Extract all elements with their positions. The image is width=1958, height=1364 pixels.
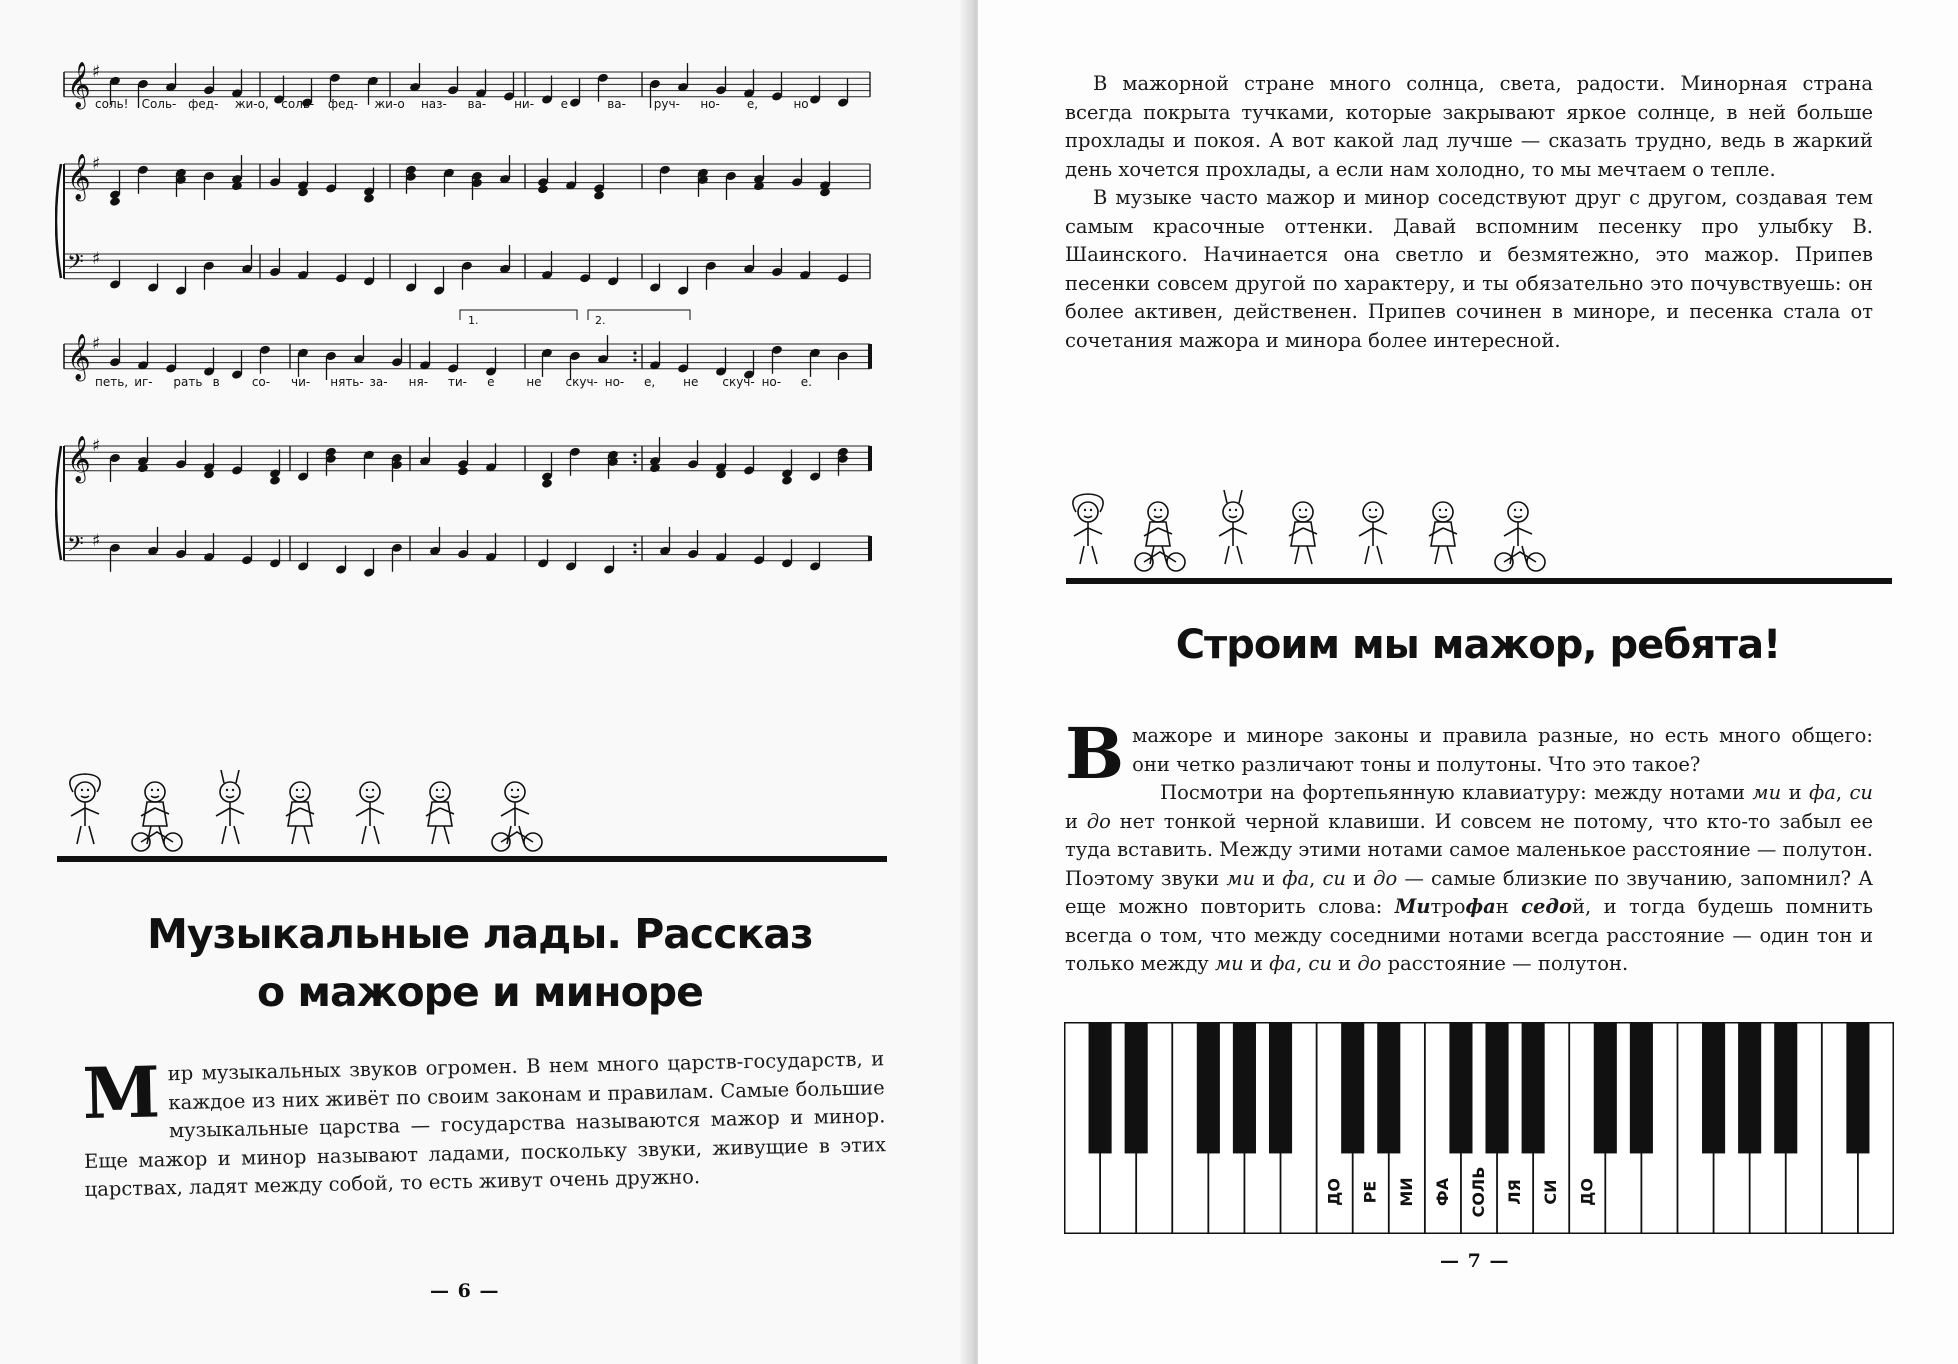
sharp-icon: ♯: [92, 249, 101, 269]
lyric-syllable: е: [487, 375, 495, 389]
lyric-syllable: ня-: [408, 375, 429, 389]
volta-label: 2.: [595, 314, 606, 327]
paragraph-major-country: В мажорной стране много солнца, света, радости. Минорная страна всегда покрыта тучками, которые закрывают яркое солнце, в ней больше прохлады и покоя. А вот какой лад лучше — сказать трудно, ведь в жаркий день хочется прохлады, а если нам холодно, то мы мечтаем о тепле.: [1065, 72, 1873, 181]
title-line-2: о мажоре и миноре: [257, 968, 703, 1016]
lyric-syllable: за-: [369, 375, 388, 389]
page-number-right: — 7 —: [1440, 1250, 1510, 1272]
key-label: СИ: [1541, 1179, 1561, 1205]
title-line-1: Музыкальные лады. Рассказ: [147, 910, 813, 958]
kid-figure-icon: [1135, 502, 1185, 571]
repeat-dot: [633, 550, 636, 553]
lyric-syllable: е: [560, 97, 569, 111]
lyric-syllable: но-: [761, 375, 782, 389]
lyric-syllable: ни-: [514, 97, 535, 111]
page-number-left: — 6 —: [430, 1280, 500, 1302]
lyric-syllable: но-: [700, 97, 720, 111]
volta-label: 1.: [468, 314, 479, 327]
repeat-dot: [633, 358, 636, 361]
section-divider: [57, 856, 887, 862]
kid-figure-icon: [1429, 502, 1457, 564]
note: [537, 184, 549, 195]
sharp-icon: ♯: [92, 531, 101, 551]
black-key: [1630, 1022, 1653, 1153]
lyric-syllable: не: [526, 375, 542, 389]
kid-figure-icon: [1289, 502, 1317, 564]
kid-figure-icon: [426, 782, 454, 844]
repeat-dot: [633, 543, 636, 546]
black-key: [1125, 1022, 1148, 1153]
kid-figure-icon: [492, 782, 542, 851]
brace: [56, 446, 61, 560]
dropcap-v: В: [1065, 712, 1125, 795]
treble-clef-icon: 𝄞: [67, 154, 91, 200]
note: [109, 196, 121, 207]
lyric-syllable: скуч-: [722, 375, 755, 389]
lyric-syllable: е,: [746, 97, 759, 111]
black-key: [1702, 1022, 1725, 1153]
section-divider: [1066, 578, 1892, 584]
kid-figure-icon: [132, 782, 182, 851]
lyric-syllable: соль-: [281, 97, 315, 111]
lyric-syllable: скуч-: [565, 375, 598, 389]
repeat-dot: [633, 460, 636, 463]
black-key: [1594, 1022, 1617, 1153]
key-label: ДО: [1324, 1178, 1344, 1206]
paragraph-keyboard: Посмотри на фортепьянную клавиатуру: между нотами ми и фа, си и до нет тонкой черной клавиши. И совсем не потому, что кто-то забыл ее туда вставить. Между этими нотами самое маленькое расстояние — полутон. Поэтому звуки ми и фа, си и до — самые близкие по звучанию, запомнил? А еще можно повторить слова: Митрофан седой, и тогда будешь помнить всегда о том, что между соседними нотами всегда расстояние — один тон и только между ми и фа, си и до расстояние — полутон.: [1065, 781, 1873, 975]
key-label: ДО: [1577, 1178, 1597, 1206]
black-key: [1774, 1022, 1797, 1153]
sharp-icon: ♯: [92, 154, 101, 174]
left-page: [0, 0, 968, 1364]
lyric-syllable: фед-: [327, 97, 359, 111]
repeat-dot: [633, 453, 636, 456]
black-key: [1269, 1022, 1292, 1153]
left-paragraph-text: ир музыкальных звуков огромен. В нем много царств-государств, и каждое из них живёт по своим законам и правилам. Самые большие музыкальные царства — государства называются мажор и минор. Еще мажор и минор называют ладами, поскольку звуки, живущие в этих царствах, ладят между собой, то есть живут очень дружно.: [83, 1047, 887, 1201]
lyric-syllable: но-: [604, 375, 625, 389]
paragraph-shainsky: В музыке часто мажор и минор соседствуют друг с другом, создавая тем самым красочные оттенки. Давай вспомним песенку про улыбку В. Шаинского. Начинается она светло и безмятежно, это мажор. Припев песенки совсем другой по характеру, и ты обязательно это почувствуешь: он более активен, действенен. Припев сочинен в миноре, и песенка стала от сочетания мажора и минора более интересной.: [1065, 186, 1873, 352]
section-title: Строим мы мажор, ребята!: [1175, 622, 1781, 668]
lyric-syllable: но: [793, 97, 809, 111]
lyric-syllable: ва-: [607, 97, 626, 111]
black-key: [1341, 1022, 1364, 1153]
bass-clef-icon: 𝄢: [67, 250, 84, 280]
kid-figure-icon: [1359, 502, 1387, 564]
kid-figure-icon: [356, 782, 384, 844]
key-label: ЛЯ: [1505, 1179, 1525, 1205]
lyric-syllable: е,: [643, 375, 656, 389]
sharp-icon: ♯: [92, 334, 101, 354]
lyric-syllable: руч-: [653, 97, 680, 111]
lyric-syllable: чи-: [291, 375, 311, 389]
piano-keyboard: [1064, 1022, 1894, 1234]
right-upper-text: [1065, 70, 1873, 355]
note: [593, 190, 605, 201]
note: [457, 466, 469, 477]
lyric-syllable: в: [212, 375, 220, 389]
black-key: [1846, 1022, 1869, 1153]
left-paragraph: [82, 1045, 887, 1204]
key-label: ФА: [1432, 1177, 1452, 1207]
black-key: [1738, 1022, 1761, 1153]
treble-clef-icon: 𝄞: [67, 334, 91, 380]
note: [363, 193, 375, 204]
kid-figure-icon: [70, 774, 100, 844]
lyric-syllable: фед-: [188, 97, 219, 111]
sharp-icon: ♯: [92, 62, 101, 82]
page-title: [100, 905, 860, 1021]
black-key: [1233, 1022, 1256, 1153]
treble-clef-icon: 𝄞: [67, 436, 91, 482]
lyric-syllable: петь,: [95, 375, 129, 389]
key-label: СОЛЬ: [1469, 1166, 1488, 1218]
black-key: [1485, 1022, 1508, 1153]
brace: [56, 164, 61, 278]
lyric-syllable: жи-о,: [234, 97, 269, 111]
note: [781, 475, 793, 486]
lyric-syllable: е.: [800, 375, 812, 389]
treble-clef-icon: 𝄞: [67, 62, 91, 108]
kid-figure-icon: [216, 770, 244, 844]
kid-figure-icon: [286, 782, 314, 844]
right-lower-text: В мажоре и миноре законы и правила разные, но есть много общего: они четко различают тоны и полутоны. Что это такое? Посмотри на фортепьянную клавиатуру: между нотами ми и фа, си и до нет тонкой черной клавиши. И совсем не потому, что кто-то забыл ее туда вставить. Между этими нотами самое маленькое расстояние — полутон. Поэтому звуки ми и фа, си и до — самые близкие по звучанию, запомнил? А еще можно повторить слова: Митрофан седой, и тогда будешь помнить всегда о том, что между соседними нотами всегда расстояние — один тон и только между ми и фа, си и до расстояние — полутон.: [1065, 722, 1873, 979]
lyric-syllable: наз-: [420, 97, 447, 111]
sheet-music: [55, 58, 885, 618]
lyric-syllable: соль!: [95, 97, 129, 111]
kids-decoration-icon: [1058, 490, 1578, 580]
key-label: РЕ: [1360, 1180, 1380, 1204]
black-key: [1377, 1022, 1400, 1153]
lyric-syllable: рать: [173, 375, 203, 389]
lyric-syllable: Соль-: [141, 97, 177, 111]
black-key: [1449, 1022, 1472, 1153]
kid-figure-icon: [1219, 490, 1247, 564]
key-label: МИ: [1396, 1177, 1416, 1207]
lyric-syllable: жи-о: [374, 97, 405, 111]
kids-decoration-icon: [55, 770, 575, 860]
lyric-syllable: иг-: [134, 375, 153, 389]
lyric-syllable: не: [683, 375, 699, 389]
lyric-syllable: ти-: [447, 375, 468, 389]
kid-figure-icon: [1495, 502, 1545, 571]
lyric-syllable: нять-: [330, 375, 364, 389]
note: [269, 475, 281, 486]
black-key: [1522, 1022, 1545, 1153]
black-key: [1197, 1022, 1220, 1153]
dropcap-m: М: [81, 1050, 162, 1135]
note: [541, 478, 553, 489]
lyric-syllable: ва-: [467, 97, 487, 111]
lyric-syllable: со-: [251, 375, 271, 389]
repeat-dot: [633, 351, 636, 354]
kid-figure-icon: [1073, 494, 1103, 564]
black-key: [1089, 1022, 1112, 1153]
right-page: [978, 0, 1958, 1364]
sharp-icon: ♯: [92, 436, 101, 456]
bass-clef-icon: 𝄢: [67, 532, 84, 562]
